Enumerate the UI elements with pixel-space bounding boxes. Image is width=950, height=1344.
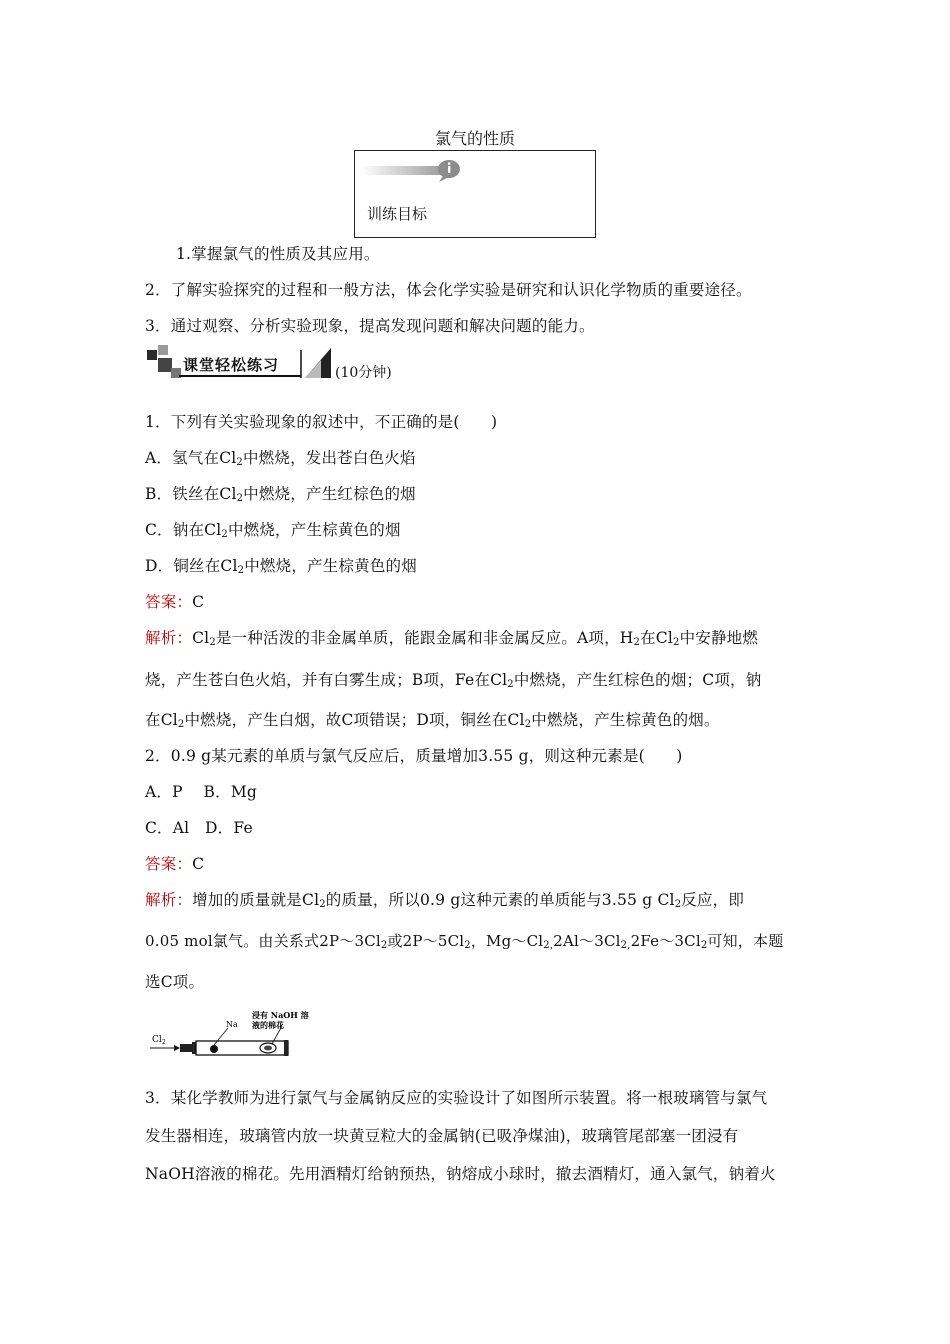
answer-line: 答案：C	[145, 855, 205, 873]
na-label: Na	[226, 1020, 238, 1029]
option-c: C．钠在$Cl_2$中燃烧，产生棕黄色的烟	[145, 521, 401, 540]
page-title: 氯气的性质	[434, 129, 515, 148]
options-row: C．Al D．Fe	[145, 819, 253, 837]
options-row: A．P B．Mg	[145, 783, 258, 801]
cotton-label: 液的棉花	[252, 1020, 284, 1030]
analysis-line: 0.05 mol氯气。由关系式$2P\sim 3Cl_2$或$2P\sim 5Cl_2$，$Mg\sim Cl_{2,}2Al\sim 3Cl_{2,}2Fe\sim 3Cl_2$可知，本题	[145, 932, 784, 951]
goal-item: 3．通过观察、分析实验现象，提高发现问题和解决问题的能力。	[145, 317, 595, 335]
question-text: 3．某化学教师为进行氯气与金属钠反应的实验设计了如图所示装置。将一根玻璃管与氯气	[145, 1089, 768, 1107]
training-goal-box	[354, 150, 596, 238]
section-time: (10分钟)	[335, 365, 392, 381]
option-b: B．铁丝在$Cl_2$中燃烧，产生红棕色的烟	[145, 485, 416, 504]
training-goal-label: 训练目标	[367, 205, 428, 223]
question-text: 发生器相连，玻璃管内放一块黄豆粒大的金属钠(已吸净煤油)，玻璃管尾部塞一团浸有	[145, 1127, 739, 1145]
question-text: NaOH溶液的棉花。先用酒精灯给钠预热，钠熔成小球时，撤去酒精灯，通入氯气，钠着火	[145, 1165, 776, 1183]
analysis-line: 解析：增加的质量就是$Cl_2$的质量，所以0.9 g这种元素的单质能与3.55 g $Cl_2$反应，即	[145, 891, 745, 910]
analysis-line: 烧，产生苍白色火焰，并有白雾生成；B项，Fe在$Cl_2$中燃烧，产生红棕色的烟；C项，钠	[145, 671, 762, 690]
answer-line: 答案：C	[145, 593, 205, 611]
cl2-label: Cl	[152, 1035, 162, 1045]
info-bubble-icon	[361, 157, 461, 183]
option-a: A．氢气在$Cl_2$中燃烧，发出苍白色火焰	[145, 449, 416, 468]
goal-item: 2．了解实验探究的过程和一般方法，体会化学实验是研究和认识化学物质的重要途径。	[145, 281, 752, 299]
cl2-subscript: 2	[162, 1039, 166, 1046]
section-title: 课堂轻松练习	[183, 356, 280, 374]
analysis-line: 解析：$Cl_2$是一种活泼的非金属单质，能跟金属和非金属反应。A项，$H_2$在$Cl_2$中安静地燃	[145, 629, 759, 648]
question-stem: 1．下列有关实验现象的叙述中，不正确的是( )	[145, 413, 498, 431]
option-d: D．铜丝在$Cl_2$中燃烧，产生棕黄色的烟	[145, 557, 417, 576]
analysis-line: 选C项。	[145, 973, 205, 991]
question-stem: 2．0.9 g某元素的单质与氯气反应后，质量增加3.55 g，则这种元素是( )	[145, 747, 683, 765]
section-header	[145, 344, 335, 382]
cotton-label: 浸有 NaOH 溶	[252, 1010, 309, 1020]
analysis-line: 在$Cl_2$中燃烧，产生白烟，故C项错误；D项，铜丝在$Cl_2$中燃烧，产生棕黄色的烟。	[145, 711, 720, 730]
apparatus-figure	[148, 1010, 338, 1060]
goal-item: 1.掌握氯气的性质及其应用。	[176, 245, 380, 263]
